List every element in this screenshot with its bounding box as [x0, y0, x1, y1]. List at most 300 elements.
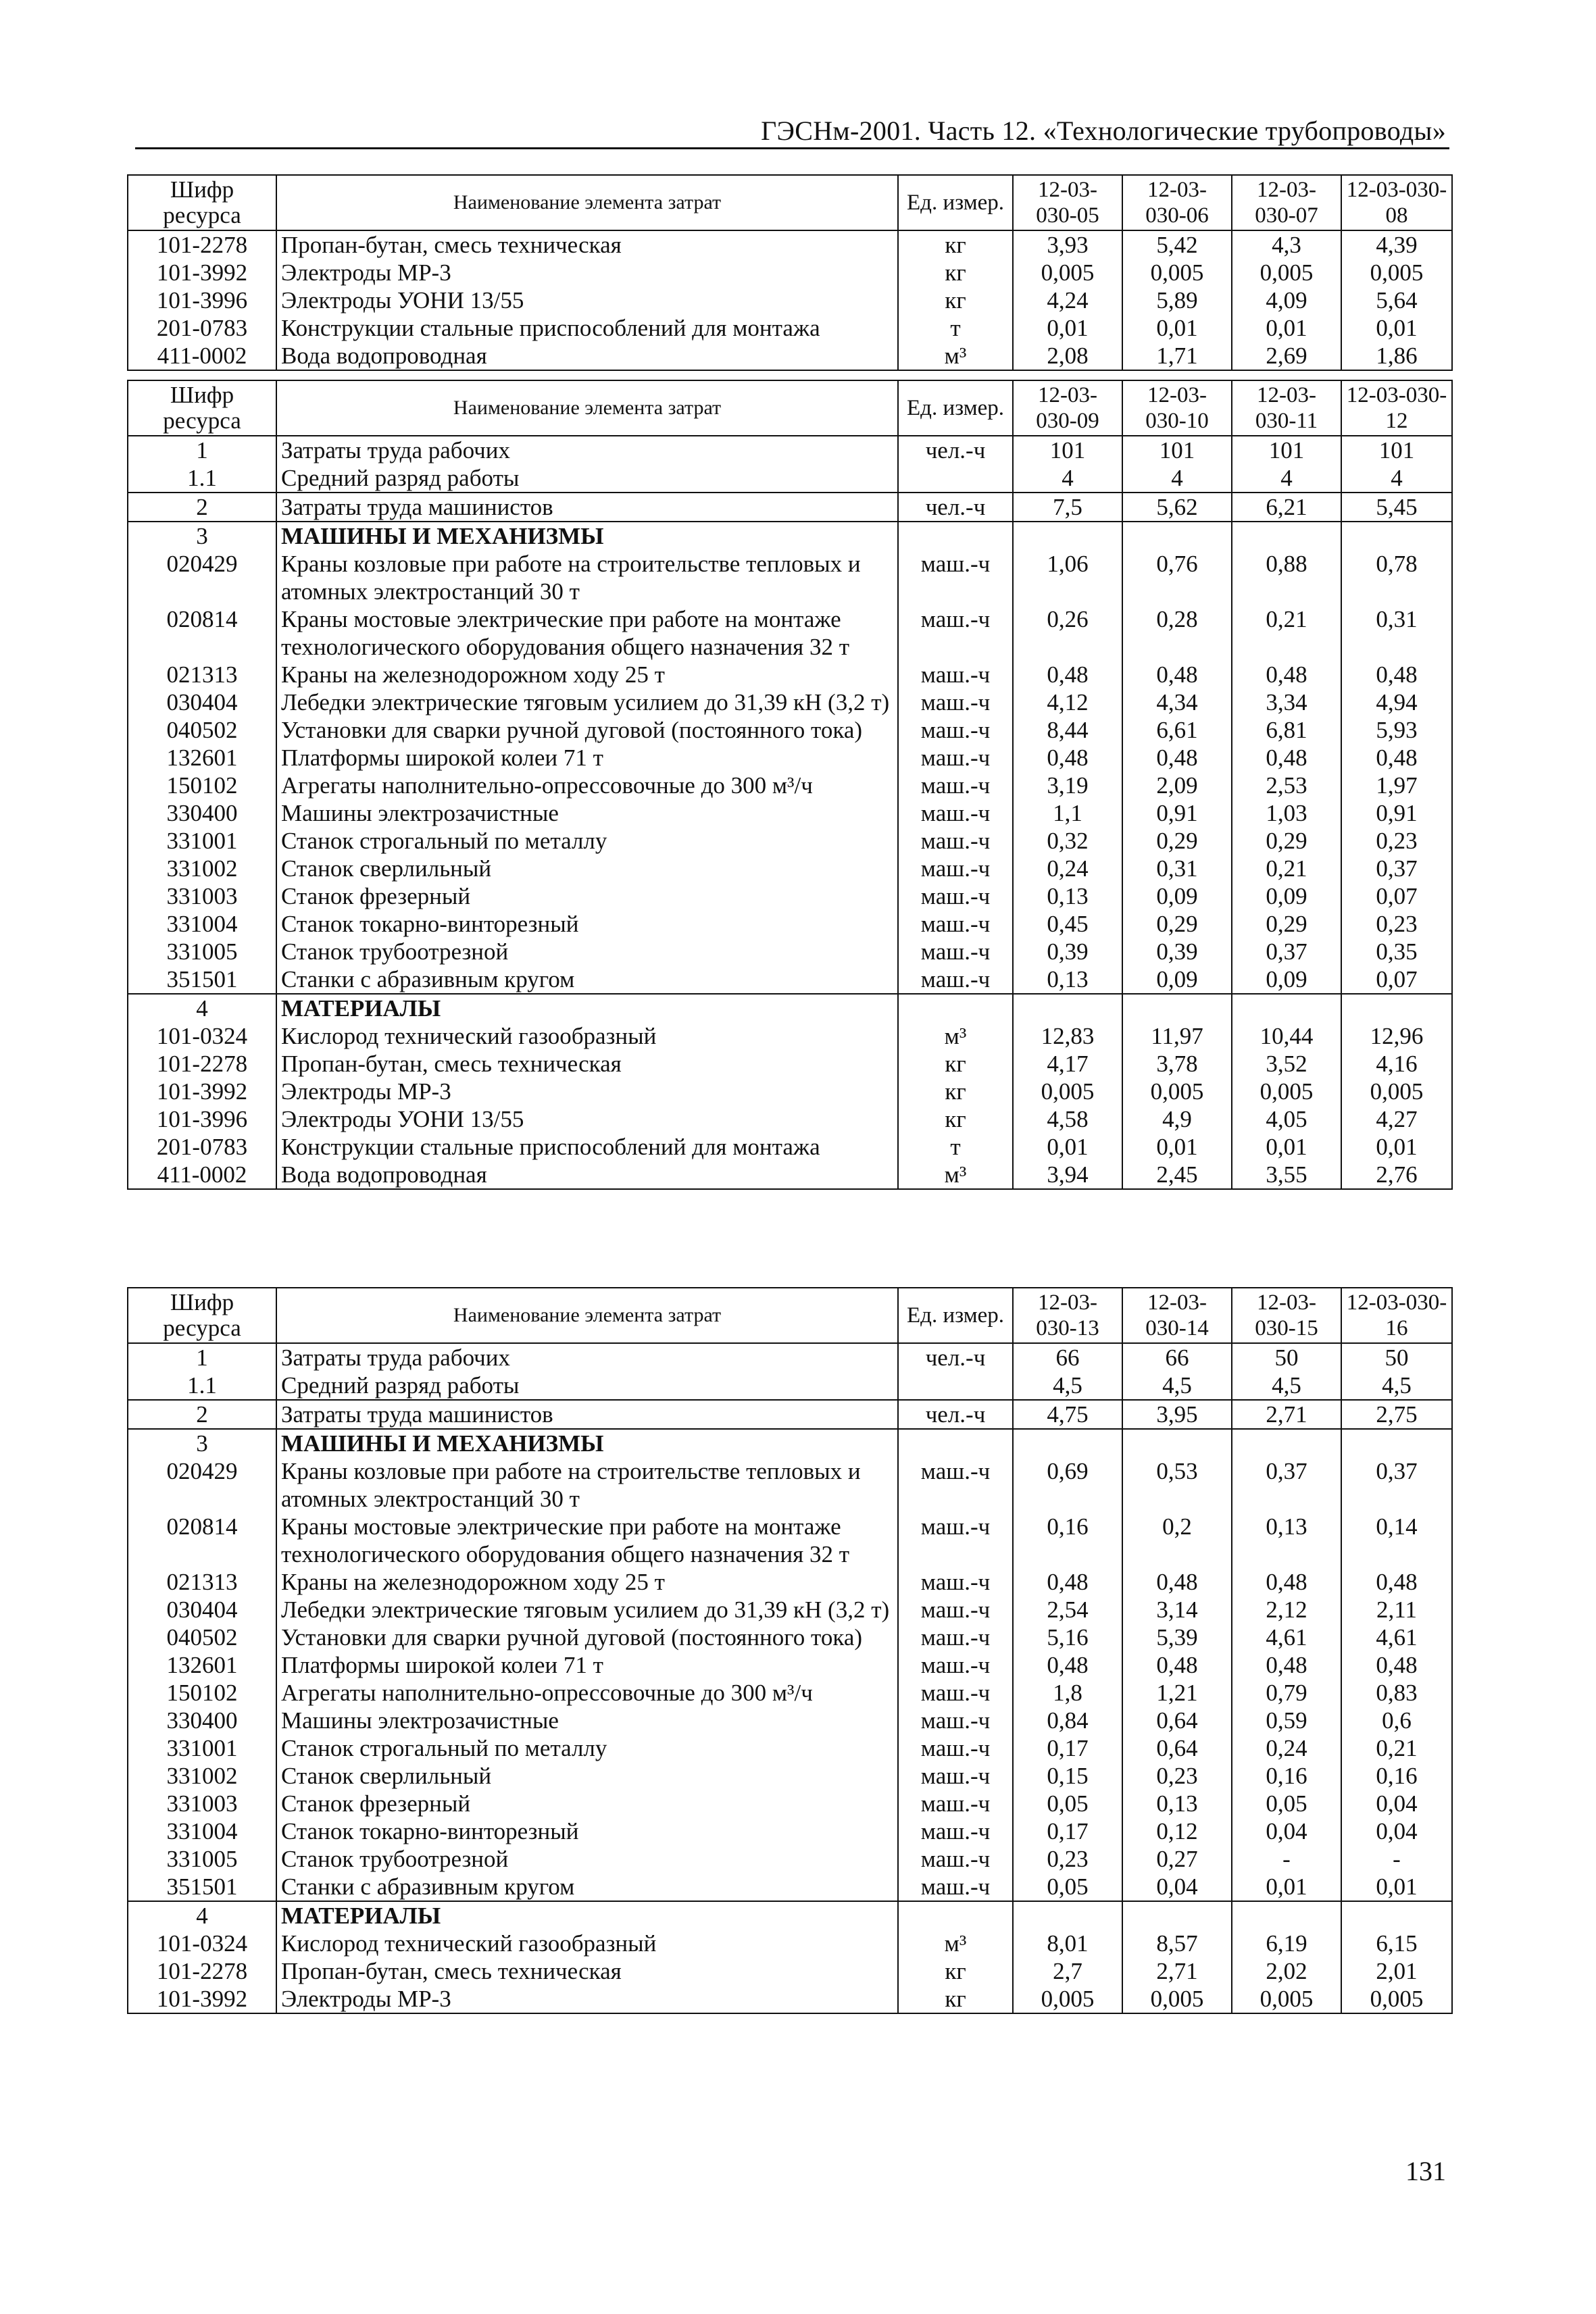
table-row: [128, 716, 1452, 744]
resource-code: 101-0324: [128, 1930, 276, 1957]
resource-name: Станок сверлильный: [276, 1762, 898, 1790]
norm-value: 0,48: [1341, 1651, 1452, 1679]
norm-value: 4,61: [1232, 1624, 1341, 1651]
norm-value: 4: [1013, 464, 1122, 493]
resource-unit: маш.-ч: [898, 772, 1013, 799]
norm-value: 3,78: [1122, 1050, 1232, 1078]
norm-value: 0,31: [1122, 855, 1232, 882]
norm-value: 5,89: [1122, 286, 1232, 314]
resource-unit: [898, 994, 1013, 1022]
norm-value: 2,53: [1232, 772, 1341, 799]
resource-name: Станок сверлильный: [276, 855, 898, 882]
resource-unit: маш.-ч: [898, 744, 1013, 772]
norm-value: 6,21: [1232, 493, 1341, 522]
resource-name: Вода водопроводная: [276, 342, 898, 370]
resource-name: Пропан-бутан, смесь техническая: [276, 1050, 898, 1078]
norm-value: [1341, 1901, 1452, 1930]
norm-value: 0,79: [1232, 1679, 1341, 1707]
resource-name: Кислород технический газообразный: [276, 1930, 898, 1957]
norm-value: 0,04: [1122, 1873, 1232, 1901]
norm-value: 0,23: [1013, 1845, 1122, 1873]
table-row: [128, 1457, 1452, 1513]
resource-code: 330400: [128, 1707, 276, 1734]
norm-value: 3,14: [1122, 1596, 1232, 1624]
norm-value: 0,32: [1013, 827, 1122, 855]
norm-value: 2,7: [1013, 1957, 1122, 1985]
resource-unit: кг: [898, 1957, 1013, 1985]
resource-table-3: [127, 1287, 1451, 2014]
table-row: [128, 286, 1452, 314]
norm-value: 0,01: [1341, 314, 1452, 342]
header-unit: Ед. измер.: [898, 1288, 1013, 1343]
norm-value: 0,48: [1341, 1568, 1452, 1596]
resource-unit: кг: [898, 1078, 1013, 1105]
norm-value: 0,91: [1122, 799, 1232, 827]
resource-name: Средний разряд работы: [276, 464, 898, 493]
norm-value: 3,94: [1013, 1161, 1122, 1189]
norm-value: 0,37: [1341, 855, 1452, 882]
norm-value: 1,21: [1122, 1679, 1232, 1707]
norm-value: 0,01: [1341, 1873, 1452, 1901]
norm-value: 4,75: [1013, 1400, 1122, 1429]
norm-value: 3,34: [1232, 688, 1341, 716]
norm-value: 4,24: [1013, 286, 1122, 314]
norm-value: 10,44: [1232, 1022, 1341, 1050]
resource-code: 331001: [128, 1734, 276, 1762]
norm-value: 0,005: [1013, 1985, 1122, 2013]
norm-value: 6,15: [1341, 1930, 1452, 1957]
resource-code: 331004: [128, 910, 276, 938]
header-name: Наименование элемента затрат: [276, 1288, 898, 1343]
resource-unit: кг: [898, 230, 1013, 259]
norm-value: 0,78: [1341, 550, 1452, 605]
resource-unit: кг: [898, 1985, 1013, 2013]
norm-value: 0,48: [1122, 744, 1232, 772]
resource-name: Затраты труда рабочих: [276, 1343, 898, 1372]
cost-table: [127, 1287, 1453, 2014]
resource-unit: маш.-ч: [898, 1873, 1013, 1901]
table-row: [128, 550, 1452, 605]
resource-name: Платформы широкой колеи 71 т: [276, 1651, 898, 1679]
norm-value: 2,02: [1232, 1957, 1341, 1985]
header-norm-code: 12-03-030-06: [1122, 175, 1232, 230]
norm-value: 11,97: [1122, 1022, 1232, 1050]
norm-value: 0,23: [1341, 827, 1452, 855]
resource-name: Краны мостовые электрические при работе на монтаже технологического оборудования общего назначения 32 т: [276, 1513, 898, 1568]
norm-value: 50: [1232, 1343, 1341, 1372]
resource-name: Затраты труда машинистов: [276, 493, 898, 522]
resource-code: 101-3992: [128, 1078, 276, 1105]
resource-name: Станок токарно-винторезный: [276, 1817, 898, 1845]
header-code: Шифр ресурса: [128, 175, 276, 230]
norm-value: 0,005: [1232, 1985, 1341, 2013]
table-row: [128, 259, 1452, 286]
norm-value: 2,71: [1232, 1400, 1341, 1429]
norm-value: 0,04: [1341, 1817, 1452, 1845]
resource-code: 411-0002: [128, 1161, 276, 1189]
resource-code: 331002: [128, 1762, 276, 1790]
resource-name: Станок строгальный по металлу: [276, 1734, 898, 1762]
norm-value: 4,94: [1341, 688, 1452, 716]
resource-code: 020429: [128, 1457, 276, 1513]
resource-unit: маш.-ч: [898, 882, 1013, 910]
norm-value: [1341, 1429, 1452, 1457]
resource-name: Станок фрезерный: [276, 882, 898, 910]
table-row: [128, 493, 1452, 522]
norm-value: 0,48: [1013, 1651, 1122, 1679]
norm-value: 0,005: [1341, 259, 1452, 286]
resource-code: 150102: [128, 1679, 276, 1707]
norm-value: 2,01: [1341, 1957, 1452, 1985]
norm-value: 3,95: [1122, 1400, 1232, 1429]
resource-unit: маш.-ч: [898, 799, 1013, 827]
table-row: [128, 1790, 1452, 1817]
norm-value: [1013, 1429, 1122, 1457]
norm-value: 0,6: [1341, 1707, 1452, 1734]
header-norm-code: 12-03-030-11: [1232, 380, 1341, 436]
resource-unit: чел.-ч: [898, 436, 1013, 464]
norm-value: 6,61: [1122, 716, 1232, 744]
norm-value: 5,64: [1341, 286, 1452, 314]
norm-value: 66: [1122, 1343, 1232, 1372]
norm-value: 0,48: [1232, 1568, 1341, 1596]
norm-value: 0,17: [1013, 1734, 1122, 1762]
resource-unit: чел.-ч: [898, 1343, 1013, 1372]
resource-code: 150102: [128, 772, 276, 799]
resource-code: 020814: [128, 605, 276, 661]
resource-code: 330400: [128, 799, 276, 827]
resource-unit: кг: [898, 1105, 1013, 1133]
resource-unit: [898, 522, 1013, 550]
norm-value: 0,35: [1341, 938, 1452, 965]
norm-value: 0,48: [1122, 1568, 1232, 1596]
table-row: [128, 882, 1452, 910]
resource-name: Краны козловые при работе на строительстве тепловых и атомных электростанций 30 т: [276, 550, 898, 605]
resource-name: Станок токарно-винторезный: [276, 910, 898, 938]
norm-value: 0,27: [1122, 1845, 1232, 1873]
table-row: [128, 1078, 1452, 1105]
norm-value: 0,14: [1341, 1513, 1452, 1568]
resource-name: Краны на железнодорожном ходу 25 т: [276, 661, 898, 688]
norm-value: 0,05: [1013, 1790, 1122, 1817]
norm-value: 0,59: [1232, 1707, 1341, 1734]
resource-code: 411-0002: [128, 342, 276, 370]
resource-unit: маш.-ч: [898, 1624, 1013, 1651]
resource-code: 351501: [128, 1873, 276, 1901]
norm-value: 0,01: [1013, 314, 1122, 342]
norm-value: 0,76: [1122, 550, 1232, 605]
resource-code: 030404: [128, 688, 276, 716]
norm-value: 0,29: [1122, 827, 1232, 855]
resource-name: Электроды УОНИ 13/55: [276, 286, 898, 314]
norm-value: 4,58: [1013, 1105, 1122, 1133]
norm-value: 0,005: [1013, 259, 1122, 286]
norm-value: 2,71: [1122, 1957, 1232, 1985]
resource-unit: [898, 1429, 1013, 1457]
resource-name: Пропан-бутан, смесь техническая: [276, 230, 898, 259]
norm-value: 0,15: [1013, 1762, 1122, 1790]
resource-code: 021313: [128, 1568, 276, 1596]
table-row: [128, 230, 1452, 259]
table-row: [128, 1873, 1452, 1901]
resource-name: Установки для сварки ручной дуговой (постоянного тока): [276, 1624, 898, 1651]
resource-code: 331003: [128, 1790, 276, 1817]
resource-name: МАТЕРИАЛЫ: [276, 994, 898, 1022]
norm-value: 5,39: [1122, 1624, 1232, 1651]
norm-value: 0,09: [1122, 882, 1232, 910]
resource-code: 1: [128, 1343, 276, 1372]
table-row: [128, 1651, 1452, 1679]
norm-value: 0,01: [1122, 1133, 1232, 1161]
header-norm-code: 12-03-030-13: [1013, 1288, 1122, 1343]
resource-unit: маш.-ч: [898, 1762, 1013, 1790]
norm-value: 0,64: [1122, 1707, 1232, 1734]
norm-value: 4,39: [1341, 230, 1452, 259]
norm-value: 4: [1232, 464, 1341, 493]
resource-name: Агрегаты наполнительно-опрессовочные до 300 м³/ч: [276, 1679, 898, 1707]
norm-value: [1341, 522, 1452, 550]
norm-value: 0,005: [1232, 1078, 1341, 1105]
table-row: [128, 1568, 1452, 1596]
norm-value: 0,01: [1232, 1873, 1341, 1901]
resource-unit: кг: [898, 1050, 1013, 1078]
table-row: [128, 1679, 1452, 1707]
table-row: [128, 1817, 1452, 1845]
resource-unit: маш.-ч: [898, 716, 1013, 744]
table-row: [128, 1762, 1452, 1790]
norm-value: 3,93: [1013, 230, 1122, 259]
resource-name: Электроды УОНИ 13/55: [276, 1105, 898, 1133]
norm-value: 0,69: [1013, 1457, 1122, 1513]
norm-value: 0,29: [1232, 827, 1341, 855]
resource-unit: маш.-ч: [898, 1790, 1013, 1817]
resource-name: Лебедки электрические тяговым усилием до 31,39 кН (3,2 т): [276, 1596, 898, 1624]
norm-value: 2,45: [1122, 1161, 1232, 1189]
norm-value: 5,93: [1341, 716, 1452, 744]
resource-code: 132601: [128, 1651, 276, 1679]
norm-value: 1,1: [1013, 799, 1122, 827]
table-row: [128, 1400, 1452, 1429]
norm-value: -: [1341, 1845, 1452, 1873]
norm-value: 0,23: [1122, 1762, 1232, 1790]
norm-value: 4,5: [1232, 1372, 1341, 1400]
norm-value: 2,76: [1341, 1161, 1452, 1189]
table-row: [128, 605, 1452, 661]
resource-name: Электроды МР-3: [276, 1078, 898, 1105]
resource-code: 132601: [128, 744, 276, 772]
resource-name: Лебедки электрические тяговым усилием до 31,39 кН (3,2 т): [276, 688, 898, 716]
norm-value: 0,48: [1341, 661, 1452, 688]
norm-value: [1232, 522, 1341, 550]
norm-value: 0,09: [1232, 882, 1341, 910]
norm-value: 0,13: [1013, 965, 1122, 994]
resource-unit: т: [898, 314, 1013, 342]
table-row: [128, 827, 1452, 855]
resource-code: 4: [128, 1901, 276, 1930]
header-code: Шифр ресурса: [128, 380, 276, 436]
resource-name: Вода водопроводная: [276, 1161, 898, 1189]
resource-name: Краны мостовые электрические при работе на монтаже технологического оборудования общего назначения 32 т: [276, 605, 898, 661]
norm-value: 7,5: [1013, 493, 1122, 522]
resource-code: 3: [128, 522, 276, 550]
norm-value: [1341, 994, 1452, 1022]
norm-value: [1013, 522, 1122, 550]
norm-value: 4,16: [1341, 1050, 1452, 1078]
norm-value: [1013, 994, 1122, 1022]
table-header-row: [128, 1288, 1452, 1343]
resource-unit: кг: [898, 286, 1013, 314]
table-row: [128, 1930, 1452, 1957]
norm-value: 0,48: [1341, 744, 1452, 772]
norm-value: 4,27: [1341, 1105, 1452, 1133]
page-number: 131: [1405, 2156, 1446, 2186]
resource-name: Станок трубоотрезной: [276, 1845, 898, 1873]
norm-value: 0,64: [1122, 1734, 1232, 1762]
table-row: [128, 855, 1452, 882]
norm-value: 0,31: [1341, 605, 1452, 661]
resource-name: Краны козловые при работе на строительстве тепловых и атомных электростанций 30 т: [276, 1457, 898, 1513]
resource-unit: маш.-ч: [898, 688, 1013, 716]
resource-unit: маш.-ч: [898, 1845, 1013, 1873]
resource-unit: маш.-ч: [898, 1734, 1013, 1762]
resource-unit: маш.-ч: [898, 1651, 1013, 1679]
norm-value: 2,08: [1013, 342, 1122, 370]
table-row: [128, 1734, 1452, 1762]
norm-value: 0,2: [1122, 1513, 1232, 1568]
resource-code: 331003: [128, 882, 276, 910]
section-row: [128, 1429, 1452, 1457]
norm-value: [1232, 1429, 1341, 1457]
table-row: [128, 1707, 1452, 1734]
norm-value: 0,48: [1232, 744, 1341, 772]
resource-name: Машины электрозачистные: [276, 1707, 898, 1734]
resource-code: 201-0783: [128, 314, 276, 342]
norm-value: 0,21: [1232, 855, 1341, 882]
norm-value: 0,04: [1232, 1817, 1341, 1845]
norm-value: 4: [1122, 464, 1232, 493]
resource-code: 101-3992: [128, 1985, 276, 2013]
norm-value: [1122, 1429, 1232, 1457]
norm-value: 0,84: [1013, 1707, 1122, 1734]
norm-value: 8,01: [1013, 1930, 1122, 1957]
resource-unit: т: [898, 1133, 1013, 1161]
norm-value: 0,16: [1013, 1513, 1122, 1568]
resource-name: Затраты труда рабочих: [276, 436, 898, 464]
table-row: [128, 938, 1452, 965]
norm-value: 4,17: [1013, 1050, 1122, 1078]
resource-name: Агрегаты наполнительно-опрессовочные до 300 м³/ч: [276, 772, 898, 799]
norm-value: 0,28: [1122, 605, 1232, 661]
norm-value: 0,37: [1341, 1457, 1452, 1513]
resource-code: 331005: [128, 938, 276, 965]
norm-value: 12,83: [1013, 1022, 1122, 1050]
norm-value: 1,97: [1341, 772, 1452, 799]
table-row: [128, 1372, 1452, 1400]
norm-value: 4,12: [1013, 688, 1122, 716]
resource-code: 101-2278: [128, 1050, 276, 1078]
cost-table: [127, 174, 1453, 371]
resource-name: Машины электрозачистные: [276, 799, 898, 827]
table-row: [128, 1845, 1452, 1873]
resource-table-1: [127, 174, 1451, 371]
resource-unit: маш.-ч: [898, 661, 1013, 688]
resource-name: Электроды МР-3: [276, 259, 898, 286]
resource-unit: [898, 1372, 1013, 1400]
norm-value: 0,005: [1122, 259, 1232, 286]
norm-value: 5,42: [1122, 230, 1232, 259]
resource-code: 101-0324: [128, 1022, 276, 1050]
norm-value: 3,19: [1013, 772, 1122, 799]
header-code: Шифр ресурса: [128, 1288, 276, 1343]
resource-code: 1.1: [128, 1372, 276, 1400]
header-norm-code: 12-03-030-09: [1013, 380, 1122, 436]
norm-value: 0,005: [1341, 1078, 1452, 1105]
table-row: [128, 1133, 1452, 1161]
table-row: [128, 910, 1452, 938]
resource-unit: маш.-ч: [898, 1457, 1013, 1513]
resource-code: 101-2278: [128, 230, 276, 259]
norm-value: 0,16: [1232, 1762, 1341, 1790]
norm-value: 1,71: [1122, 342, 1232, 370]
norm-value: 0,16: [1341, 1762, 1452, 1790]
norm-value: 0,26: [1013, 605, 1122, 661]
norm-value: 0,21: [1341, 1734, 1452, 1762]
resource-name: Конструкции стальные приспособлений для монтажа: [276, 1133, 898, 1161]
resource-unit: [898, 464, 1013, 493]
norm-value: 1,06: [1013, 550, 1122, 605]
table-row: [128, 1022, 1452, 1050]
resource-unit: маш.-ч: [898, 550, 1013, 605]
resource-unit: м³: [898, 1022, 1013, 1050]
resource-code: 101-3996: [128, 1105, 276, 1133]
resource-unit: маш.-ч: [898, 1513, 1013, 1568]
resource-code: 021313: [128, 661, 276, 688]
resource-unit: чел.-ч: [898, 1400, 1013, 1429]
norm-value: 2,69: [1232, 342, 1341, 370]
norm-value: 0,83: [1341, 1679, 1452, 1707]
resource-name: Затраты труда машинистов: [276, 1400, 898, 1429]
resource-code: 101-3996: [128, 286, 276, 314]
header-divider: [135, 147, 1449, 149]
header-norm-code: 12-03-030-15: [1232, 1288, 1341, 1343]
resource-unit: м³: [898, 342, 1013, 370]
norm-value: 0,48: [1013, 744, 1122, 772]
section-row: [128, 1901, 1452, 1930]
norm-value: 0,21: [1232, 605, 1341, 661]
header-norm-code: 12-03-030-08: [1341, 175, 1452, 230]
resource-code: 2: [128, 493, 276, 522]
norm-value: 0,37: [1232, 1457, 1341, 1513]
norm-value: 0,39: [1122, 938, 1232, 965]
norm-value: [1013, 1901, 1122, 1930]
norm-value: 101: [1013, 436, 1122, 464]
table-row: [128, 799, 1452, 827]
resource-code: 020814: [128, 1513, 276, 1568]
resource-name: МАТЕРИАЛЫ: [276, 1901, 898, 1930]
resource-code: 1.1: [128, 464, 276, 493]
norm-value: 101: [1232, 436, 1341, 464]
resource-code: 101-2278: [128, 1957, 276, 1985]
norm-value: 0,91: [1341, 799, 1452, 827]
resource-unit: маш.-ч: [898, 1568, 1013, 1596]
norm-value: 0,005: [1341, 1985, 1452, 2013]
table-row: [128, 965, 1452, 994]
norm-value: 0,48: [1122, 661, 1232, 688]
norm-value: 0,23: [1341, 910, 1452, 938]
norm-value: 2,54: [1013, 1596, 1122, 1624]
resource-unit: м³: [898, 1930, 1013, 1957]
norm-value: 5,45: [1341, 493, 1452, 522]
